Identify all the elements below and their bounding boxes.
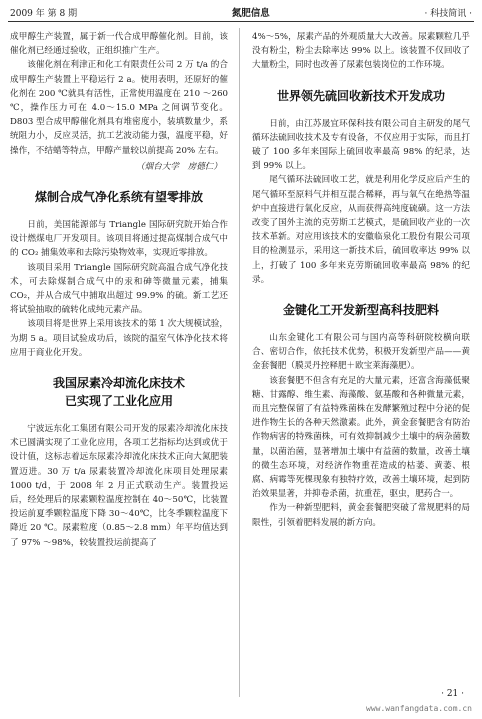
paragraph: 尾气循环法硫回收工艺，就是利用化学反应后产生的尾气循环至原料气并相互混合稀释，再与氧气在绝热等温炉中直接进行氧化反应，从而获得高纯度硫磺。这一方法改变了国外主流的克劳斯工艺模式，是硫回收产业的一次技术革新。对应用该技术的安徽临泉化工股份有限公司项目的检测显示，采用这一新技术后，硫回收率达 99% 以上，打破了 100 多年来克劳斯硫回收率最高 98% 的纪录。 [252,175,470,285]
article-title: 世界领先硫回收新技术开发成功 [276,88,445,103]
paragraph: 4%～5%，尿素产品的外观质量大大改善。尿素颗粒几乎没有粉尘，粉尘去除率达 99% 以上。该装置不仅回收了大量粉尘，同时也改善了尿素包装岗位的工作环境。 [252,32,470,71]
article-title: 煤制合成气净化系统有望零排放 [34,190,203,205]
column-divider [239,28,240,697]
article-title: 金键化工开发新型高科技肥料 [282,303,439,318]
paragraph: 该项目将是世界上采用该技术的第 1 次大规模试验，为期 5 a。项目试验成功后，该院的温室气体净化技术将应用于商业化开发。 [10,319,228,358]
paragraph: 日前，由江苏晟宜环保科技有限公司自主研发的尾气循环法硫回收技术及专有设备，不仅应用于实际，而且打破了 100 多年来国际上硫回收率最高 98% 的纪录，达到 99% 以上。 [252,118,470,172]
section-label: · 科技简讯 · [424,8,472,19]
left-column [10,30,228,550]
paragraph: 该套餐肥不但含有充足的大量元素，还富含海藻低聚糖、甘露醇、维生素、海藻酸、氨基酸和各种微量元素，而且完整保留了有益特殊菌株在发酵繁殖过程中分泌的促进作物生长的各种天然激素。此外，黄金套餐肥含有防治作物病害的特殊菌株，可有效抑制减少土壤中的病杂菌数量，以菌治菌，显著增加土壤中有益菌的数量，改善土壤的微生态环境，对经济作物重茬造成的枯萎、黄萎、根腐、病霉等死棵现象有独特疗效，改善土壤环境，起到防治效果显著，并抑卷杀菌，抗重茬，驱虫，肥药合一。 [252,375,470,500]
journal-name: 氮肥信息 [231,8,270,19]
paragraph: 作为一种新型肥料，黄金套餐肥突破了常规肥料的局限性，引领着肥料发展的新方向。 [252,503,470,528]
page-number: · 21 · [441,689,464,699]
paragraph: 山东金键化工有限公司与国内高等科研院校横向联合、密切合作，依托技术优势，积极开发新型产品——黄金套餐肥（膜灵丹控释肥＋欧宝莱海藻肥）。 [252,333,470,372]
article-title-line: 已实现了工业化应用 [64,394,173,409]
right-column [252,30,470,530]
paragraph: 该项目采用 Triangle 国际研究院高温合成气净化技术，可去除煤制合成气中的汞和砷等微量元素，捕集 CO₂，并从合成气中捕取出超过 99.9% 的硫。新工艺还将试验抽取的硫转化成纯元素产品。 [10,262,228,316]
paragraph: 日前，美国能源部与 Triangle 国际研究院开始合作设计燃煤电厂开发项目。该项目将通过提高煤制合成气中的 CO₂ 捕集效率和去除污染物效率，实现近零排放。 [10,220,228,259]
page-header [10,4,472,20]
issue-label: 2009 年 第 8 期 [10,8,78,19]
author-signature: （烟台大学 房德仁） [136,161,222,172]
article-title [10,374,228,410]
header-rule [8,21,474,22]
paragraph: 该催化剂在利津正和化工有限责任公司 2 万 t/a 的合成甲醇生产装置上平稳运行 2 a。使用表明，还原好的催化剂在 200 ℃就具有活性，正常使用温度在 210 ～260 ℃，操作压力可在 4.0～15.0 MPa 之间调节变化。D803 型合成甲醇催化剂具有堆密度小，装填数量少，系统阻力小，反应灵活，抗工艺波动能力强，温度平稳，好操作，不结蜡等特点，甲醇产量较以前提高 20% 左右。 [10,60,228,156]
article-title-line: 我国尿素冷却流化床技术 [52,376,185,391]
watermark: www.wanfangdata.com.cn [366,704,472,713]
paragraph: 宁波远东化工集团有限公司开发的尿素冷却流化床技术已圆满实现了工业化应用，各项工艺指标均达到或优于设计值，这标志着远东尿素冷却流化床技术正向大氮肥装置迈进。30 万 t/a 尿素装置冷却流化床项目处理尿素 1000 t/d，于 2008 年 2 月正式联动生产。装置投运后，经处理后的尿素颗粒温度控制在 40～50℃，比装置投运前夏季颗粒温度下降 30～40℃，比冬季颗粒温度下降近 20 ℃。尿素粒度（0.85～2.8 mm）年平均值达到了 97% ～98%，较装置投运前提高了 [10,424,228,548]
paragraph: 成甲醇生产装置，属于新一代合成甲醇催化剂。目前，该催化剂已经通过验收，正组织推广生产。 [10,32,228,57]
